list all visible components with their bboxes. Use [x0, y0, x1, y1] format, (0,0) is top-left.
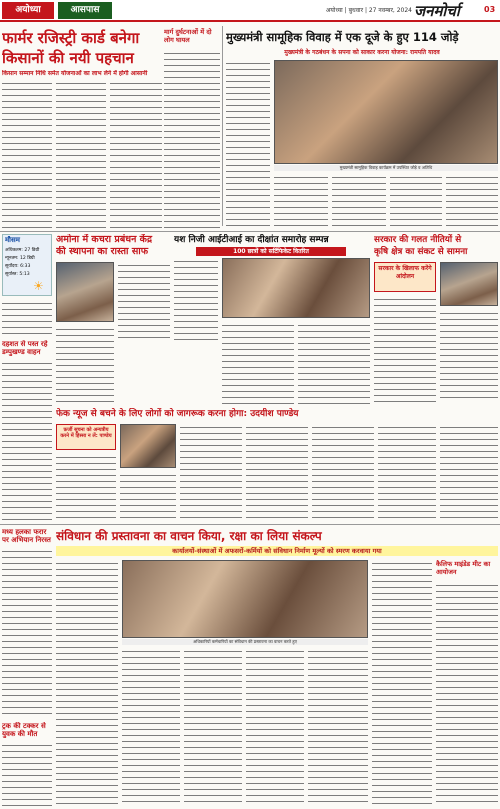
constitution-headline: संविधान की प्रस्तावना का वाचन किया, रक्षा का लिया संकल्प: [56, 529, 322, 543]
fake-news-headline: फेक न्यूज से बचने के लिए लोगों को जागरूक करना होगा: उदयीश पाण्डेय: [56, 409, 299, 419]
constitution-subhead: कार्यालयों-संस्थाओं में अफसरों-कर्मियों को संविधान निर्माण मूल्यों को स्मरण करवाया गया: [56, 546, 498, 556]
iti-body-col1: [174, 258, 218, 340]
garbage-headline-line1: अमोना में कचरा प्रबंधन केंद्र: [56, 234, 153, 245]
fake-news-body-col6: [378, 424, 436, 522]
agri-photo: [440, 262, 498, 306]
constitution-photo-caption: अधिकारियों कर्मचारियों का संविधान की प्रस्तावना का वाचन करते हुए: [122, 639, 368, 645]
weather-box: [2, 234, 52, 296]
road-accident-headline: मार्ग दुर्घटनाओं में दो लोग घायल: [164, 28, 212, 44]
lead-body-col1: [2, 80, 52, 228]
fake-news-body-col2: [120, 472, 176, 522]
iti-subhead: 100 छात्रों को सर्टिफिकेट वितरित: [196, 247, 346, 256]
brief-headline-1: दहशत से पस्त रहे डम्पुखण्ड वाहन: [2, 340, 48, 356]
marriage-body-col3: [332, 174, 386, 230]
club-headline: कैलिफ माइंडेड मीट का आयोजन: [436, 560, 491, 576]
marriage-photo-caption: मुख्यमंत्री सामूहिक विवाह कार्यक्रम में उपस्थित जोड़े व अतिथि: [274, 165, 498, 171]
agri-body-col2: [440, 310, 498, 402]
agri-body-col1: [374, 296, 436, 402]
lead-headline-line2: किसानों की नयी पहचान: [2, 49, 134, 67]
weather-sunset: सूर्यास्त: 5:13: [5, 272, 30, 277]
section-rule-2: [0, 524, 500, 525]
brief-headline-2: मध्य हलका फरार पर अभियान निरस्त: [2, 528, 51, 544]
garbage-body-col1: [56, 326, 114, 406]
marriage-body-col5: [446, 174, 498, 230]
lead-subhead: किसान सम्मान निधि समेत योजनाओं का लाभ लेने में होगी आसानी: [2, 70, 148, 77]
fake-news-body-col1: [56, 454, 116, 522]
road-accident-body: [164, 50, 220, 228]
column-rule: [222, 26, 223, 226]
agri-headline-line1: सरकार की गलत नीतियों से: [374, 235, 462, 245]
iti-body-col2: [222, 322, 294, 404]
brief-body-3: [2, 742, 52, 806]
marriage-subhead: मुख्यमंत्री के गठबंधन के सपना को साकार करना योजना: रामपति यादव: [284, 49, 440, 56]
fake-news-body-col5: [312, 424, 374, 522]
constitution-photo: [122, 560, 368, 638]
marriage-body-col4: [390, 174, 442, 230]
marriage-body-col2: [274, 174, 328, 230]
iti-photo: [222, 258, 370, 318]
brief-body-1: [2, 360, 52, 522]
constitution-body-col3: [184, 648, 242, 806]
brief-body-2: [2, 548, 52, 718]
sun-icon: ☀: [33, 279, 44, 293]
fake-news-body-col4: [246, 424, 308, 522]
weather-min: न्यूनतम: 12 डिग्री: [5, 256, 35, 261]
garbage-photo: [56, 262, 114, 322]
weather-sunrise: सूर्योदय: 6:33: [5, 264, 31, 269]
dateline: अयोध्या | बुधवार | 27 नवम्बर, 2024: [325, 7, 412, 14]
club-body: [436, 582, 498, 806]
iti-headline: यश निजी आईटीआई का दीक्षांत समारोह सम्पन्न: [174, 235, 329, 245]
agri-headline-line2: कृषि क्षेत्र का संकट से सामना: [374, 247, 468, 257]
section-rule: [0, 231, 500, 232]
fake-news-body-col7: [440, 424, 498, 522]
fake-news-photo: [120, 424, 176, 468]
marriage-body-col1: [226, 60, 270, 230]
agri-quote-box: सरकार के खिलाफ करेंगे आंदोलन: [374, 262, 436, 292]
garbage-headline-line2: की स्थापना का रास्ता साफ: [56, 246, 149, 257]
page-number: 03: [484, 5, 496, 14]
lead-body-col2: [56, 80, 106, 228]
constitution-body-col2: [122, 648, 180, 806]
iti-body-col3: [298, 322, 370, 404]
garbage-body-col2: [118, 262, 170, 342]
left-brief-body-1: [2, 300, 52, 336]
constitution-body-col5: [308, 648, 368, 806]
weather-title: मौसम: [5, 236, 20, 244]
fake-news-body-col3: [180, 424, 242, 522]
weather-max: अधिकतम: 27 डिग्री: [5, 248, 40, 253]
marriage-photo: [274, 60, 498, 164]
lead-body-col3: [110, 80, 162, 228]
constitution-body-col4: [246, 648, 304, 806]
marriage-headline: मुख्यमंत्री सामूहिक विवाह में एक दूजे के हुए 114 जोड़े: [226, 30, 459, 44]
constitution-body-col6: [372, 560, 432, 806]
brief-headline-3: ट्रक की टक्कर से युवक की मौत: [2, 722, 46, 738]
newspaper-brand: जनमोर्चा: [414, 2, 460, 20]
section-label-ayodhya: अयोध्या: [2, 2, 54, 19]
masthead: [0, 0, 500, 22]
constitution-body-col1: [56, 560, 118, 806]
fake-news-quote: फ़र्जी सूचना को अन्यत्रीय करने में हिस्सा न लें: पाण्डेय: [56, 424, 116, 450]
section-label-aaspaas: आसपास: [58, 2, 112, 19]
lead-headline-line1: फार्मर रजिस्ट्री कार्ड बनेगा: [2, 29, 140, 47]
